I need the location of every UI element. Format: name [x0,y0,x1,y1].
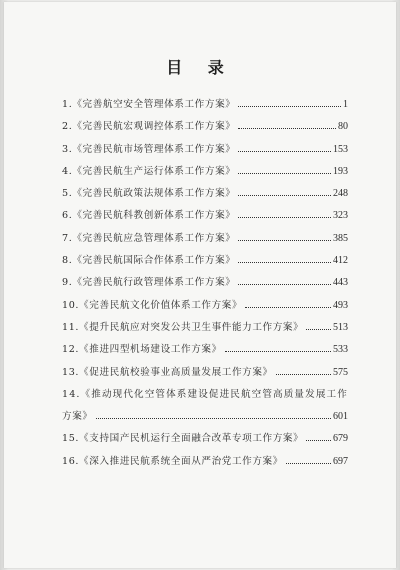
toc-entry-12[interactable] [62,341,348,363]
toc-entry-label: 11.《提升民航应对突发公共卫生事件能力工作方案》 [62,321,304,333]
toc-entry-14[interactable] [62,386,348,431]
toc-page-number: 601 [333,411,348,423]
toc-page-number: 533 [333,344,348,356]
toc-entry-11[interactable] [62,319,348,341]
toc-page-number: 385 [333,232,348,244]
toc-entry-label: 1.《完善航空安全管理体系工作方案》 [62,99,236,110]
dot-leader [286,463,331,464]
dot-leader [238,106,341,107]
toc-entry-label: 4.《完善民航生产运行体系工作方案》 [62,165,236,177]
dot-leader [238,195,331,196]
table-of-contents [62,96,348,475]
toc-page-number: 575 [333,366,348,378]
dot-leader [238,217,331,218]
toc-entry-15[interactable] [62,430,348,452]
dot-leader [96,418,331,419]
toc-entry-1[interactable] [62,96,348,118]
dot-leader [245,307,331,308]
toc-page-number: 697 [333,455,348,467]
toc-entry-label: 3.《完善民航市场管理体系工作方案》 [62,143,236,155]
toc-entry-9[interactable] [62,274,348,296]
toc-entry-13[interactable] [62,364,348,386]
dot-leader [306,329,331,330]
dot-leader [276,374,331,375]
toc-page-number: 248 [333,188,348,200]
toc-page-number: 443 [333,277,348,289]
dot-leader [238,151,331,152]
toc-page-number: 1 [343,99,348,110]
toc-page-number: 193 [333,165,348,177]
toc-entry-label: 13.《促进民航校验事业高质量发展工作方案》 [62,366,273,378]
toc-entry-label: 5.《完善民航政策法规体系工作方案》 [62,188,236,200]
toc-entry-label: 8.《完善民航国际合作体系工作方案》 [62,255,236,267]
toc-entry-label: 10.《完善民航文化价值体系工作方案》 [62,299,243,311]
toc-entry-8[interactable] [62,252,348,274]
page-title: 目 录 [166,58,234,77]
toc-entry-second-line [62,408,348,430]
toc-entry-10[interactable] [62,297,348,319]
toc-page-number: 513 [333,321,348,333]
dot-leader [238,262,331,263]
toc-entry-label: 16.《深入推进民航系统全面从严治党工作方案》 [62,455,283,467]
dot-leader [225,351,331,352]
dot-leader [238,128,336,129]
toc-page-number: 679 [333,433,348,445]
toc-entry-label: 2.《完善民航宏观调控体系工作方案》 [62,121,236,133]
toc-page-number: 412 [333,255,348,267]
toc-entry-label: 15.《支持国产民机运行全面融合改革专项工作方案》 [62,433,304,445]
toc-page-number: 323 [333,210,348,222]
toc-entry-label: 12.《推进四型机场建设工作方案》 [62,344,222,356]
toc-page-number: 493 [333,299,348,311]
toc-entry-2[interactable] [62,118,348,140]
toc-page-number: 80 [338,121,348,133]
toc-entry-6[interactable] [62,207,348,229]
toc-entry-label-line1: 14.《推动现代化空管体系建设促进民航空管高质量发展工作 [62,388,348,400]
dot-leader [238,240,331,241]
toc-entry-label: 9.《完善民航行政管理体系工作方案》 [62,277,236,289]
toc-entry-label-line2: 方案》 [62,411,93,423]
toc-entry-label: 6.《完善民航科教创新体系工作方案》 [62,210,236,222]
dot-leader [306,440,331,441]
toc-page-number: 153 [333,143,348,155]
document-page [4,2,396,568]
dot-leader [238,284,331,285]
toc-entry-5[interactable] [62,185,348,207]
toc-entry-7[interactable] [62,230,348,252]
toc-entry-3[interactable] [62,141,348,163]
toc-entry-16[interactable] [62,453,348,475]
toc-entry-4[interactable] [62,163,348,185]
dot-leader [238,173,331,174]
toc-entry-label: 7.《完善民航应急管理体系工作方案》 [62,232,236,244]
